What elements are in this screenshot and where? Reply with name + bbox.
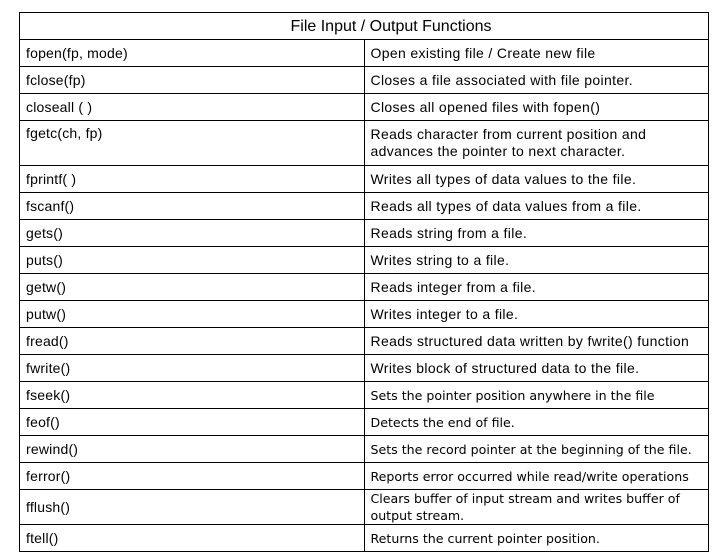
function-description: Writes block of structured data to the file. (364, 355, 709, 382)
function-name: fgetc(ch, fp) (20, 121, 365, 166)
table-row (20, 220, 709, 247)
function-name: rewind() (20, 436, 365, 463)
table-row (20, 274, 709, 301)
table-row (20, 193, 709, 220)
table-row (20, 490, 709, 525)
function-name: fseek() (20, 382, 365, 409)
table-row (20, 382, 709, 409)
function-description: Writes integer to a file. (364, 301, 709, 328)
function-name: fclose(fp) (20, 67, 365, 94)
function-description: Returns the current pointer position. (364, 525, 709, 552)
function-description: Reads character from current position and advances the pointer to next character. (364, 121, 709, 166)
function-description: Reads integer from a file. (364, 274, 709, 301)
function-description: Reads structured data written by fwrite() function (364, 328, 709, 355)
table-title-row (20, 13, 709, 40)
table-row (20, 67, 709, 94)
table-row (20, 40, 709, 67)
function-description: Writes string to a file. (364, 247, 709, 274)
function-name: feof() (20, 409, 365, 436)
function-description: Closes a file associated with file pointer. (364, 67, 709, 94)
table-row (20, 301, 709, 328)
function-name: ferror() (20, 463, 365, 490)
function-description: Reports error occurred while read/write operations (364, 463, 709, 490)
function-name: putw() (20, 301, 365, 328)
table-row (20, 247, 709, 274)
function-name: fflush() (20, 490, 365, 525)
table-row (20, 121, 709, 166)
function-description: Sets the pointer position anywhere in the file (364, 382, 709, 409)
file-functions-table (19, 12, 709, 552)
function-name: puts() (20, 247, 365, 274)
function-name: getw() (20, 274, 365, 301)
table-row (20, 463, 709, 490)
function-name: fwrite() (20, 355, 365, 382)
table-row (20, 328, 709, 355)
function-description: Reads string from a file. (364, 220, 709, 247)
table-title: File Input / Output Functions (20, 13, 709, 40)
function-description: Clears buffer of input stream and writes buffer of output stream. (364, 490, 709, 525)
function-description: Open existing file / Create new file (364, 40, 709, 67)
function-name: fread() (20, 328, 365, 355)
table-row (20, 166, 709, 193)
function-name: closeall ( ) (20, 94, 365, 121)
function-name: gets() (20, 220, 365, 247)
function-description: Detects the end of file. (364, 409, 709, 436)
function-description: Sets the record pointer at the beginning of the file. (364, 436, 709, 463)
table-row (20, 355, 709, 382)
table-row (20, 409, 709, 436)
function-name: fscanf() (20, 193, 365, 220)
table-row (20, 525, 709, 552)
function-description: Writes all types of data values to the file. (364, 166, 709, 193)
table-row (20, 94, 709, 121)
function-name: ftell() (20, 525, 365, 552)
function-description: Reads all types of data values from a file. (364, 193, 709, 220)
table-row (20, 436, 709, 463)
function-description: Closes all opened files with fopen() (364, 94, 709, 121)
function-name: fopen(fp, mode) (20, 40, 365, 67)
function-name: fprintf( ) (20, 166, 365, 193)
